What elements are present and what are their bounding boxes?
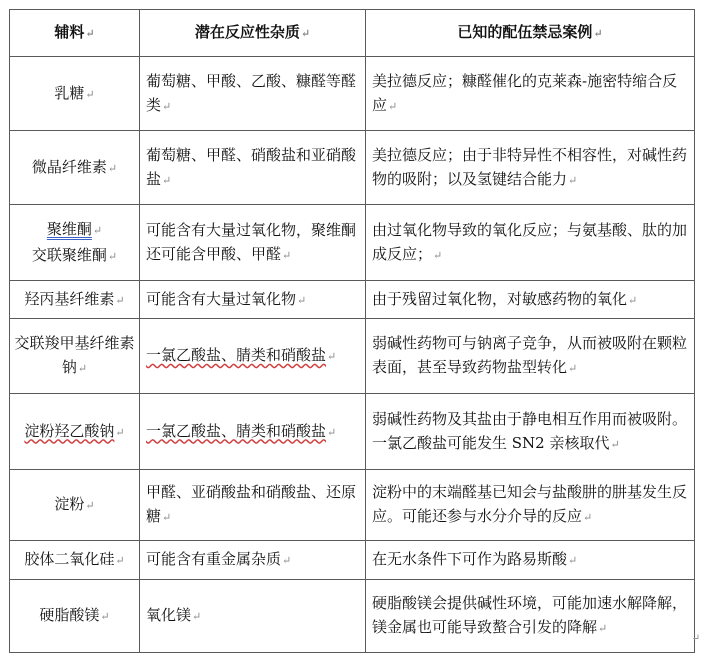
cases-cell: 在无水条件下可作为路易斯酸↵ xyxy=(366,541,695,580)
excipient-cell: 硬脂酸镁↵ xyxy=(10,580,140,653)
cases-cell: 由于残留过氧化物，对敏感药物的氧化↵ xyxy=(366,281,695,319)
excipient-cell: 羟丙基纤维素↵ xyxy=(10,281,140,319)
excipient-cell: 淀粉羟乙酸钠↵ xyxy=(10,394,140,470)
header-row xyxy=(10,10,695,57)
header-cases: 已知的配伍禁忌案例↵ xyxy=(366,10,695,57)
impurities-cell: 一氯乙酸盐、腈类和硝酸盐↵ xyxy=(140,319,366,394)
excipient-cell: 胶体二氧化硅↵ xyxy=(10,541,140,580)
table-row xyxy=(10,580,695,653)
row-end-mark: ↵ xyxy=(691,633,700,644)
cases-cell: 美拉德反应；由于非特异性不相容性，对碱性药物的吸附；以及氢键结合能力↵ xyxy=(366,131,695,205)
impurities-cell: 可能含有大量过氧化物，聚维酮还可能含甲酸、甲醛↵ xyxy=(140,205,366,281)
cases-cell: 由过氧化物导致的氧化反应；与氨基酸、肽的加成反应；↵ xyxy=(366,205,695,281)
excipient-cell: 聚维酮↵ 交联聚维酮↵ xyxy=(10,205,140,281)
paragraph-mark: ↵ xyxy=(85,27,95,40)
excipient-incompatibility-table xyxy=(9,9,695,653)
table-row xyxy=(10,541,695,580)
table-row xyxy=(10,394,695,470)
excipient-cell: 交联羧甲基纤维素钠↵ xyxy=(10,319,140,394)
impurities-cell: 可能含有大量过氧化物↵ xyxy=(140,281,366,319)
impurities-cell: 葡萄糖、甲酸、乙酸、糠醛等醛类↵ xyxy=(140,57,366,131)
paragraph-mark: ↵ xyxy=(300,27,311,40)
excipient-cell: 乳糖↵ xyxy=(10,57,140,131)
table-row xyxy=(10,205,695,281)
impurities-cell: 可能含有重金属杂质↵ xyxy=(140,541,366,580)
table-row xyxy=(10,281,695,319)
impurities-cell: 氧化镁↵ xyxy=(140,580,366,653)
impurities-cell: 葡萄糖、甲醛、硝酸盐和亚硝酸盐↵ xyxy=(140,131,366,205)
cases-cell: 硬脂酸镁会提供碱性环境，可能加速水解降解，镁金属也可能导致螯合引发的降解↵ xyxy=(366,580,695,653)
cases-cell: 美拉德反应；糠醛催化的克莱森-施密特缩合反应↵ xyxy=(366,57,695,131)
excipient-cell: 微晶纤维素↵ xyxy=(10,131,140,205)
impurities-cell: 甲醛、亚硝酸盐和硝酸盐、还原糖↵ xyxy=(140,470,366,541)
header-impurities: 潜在反应性杂质↵ xyxy=(140,10,366,57)
table-row xyxy=(10,319,695,394)
table-row xyxy=(10,57,695,131)
table-row xyxy=(10,131,695,205)
cases-cell: 淀粉中的末端醛基已知会与盐酸肼的肼基发生反应。可能还参与水分介导的反应↵ xyxy=(366,470,695,541)
table-row xyxy=(10,470,695,541)
paragraph-mark: ↵ xyxy=(593,27,603,40)
cases-cell: 弱碱性药物可与钠离子竞争，从而被吸附在颗粒表面，甚至导致药物盐型转化↵ xyxy=(366,319,695,394)
header-excipient: 辅料↵ xyxy=(10,10,140,57)
cases-cell: 弱碱性药物及其盐由于静电相互作用而被吸附。一氯乙酸盐可能发生 SN2 亲核取代↵ xyxy=(366,394,695,470)
excipient-cell: 淀粉↵ xyxy=(10,470,140,541)
impurities-cell: 一氯乙酸盐、腈类和硝酸盐↵ xyxy=(140,394,366,470)
